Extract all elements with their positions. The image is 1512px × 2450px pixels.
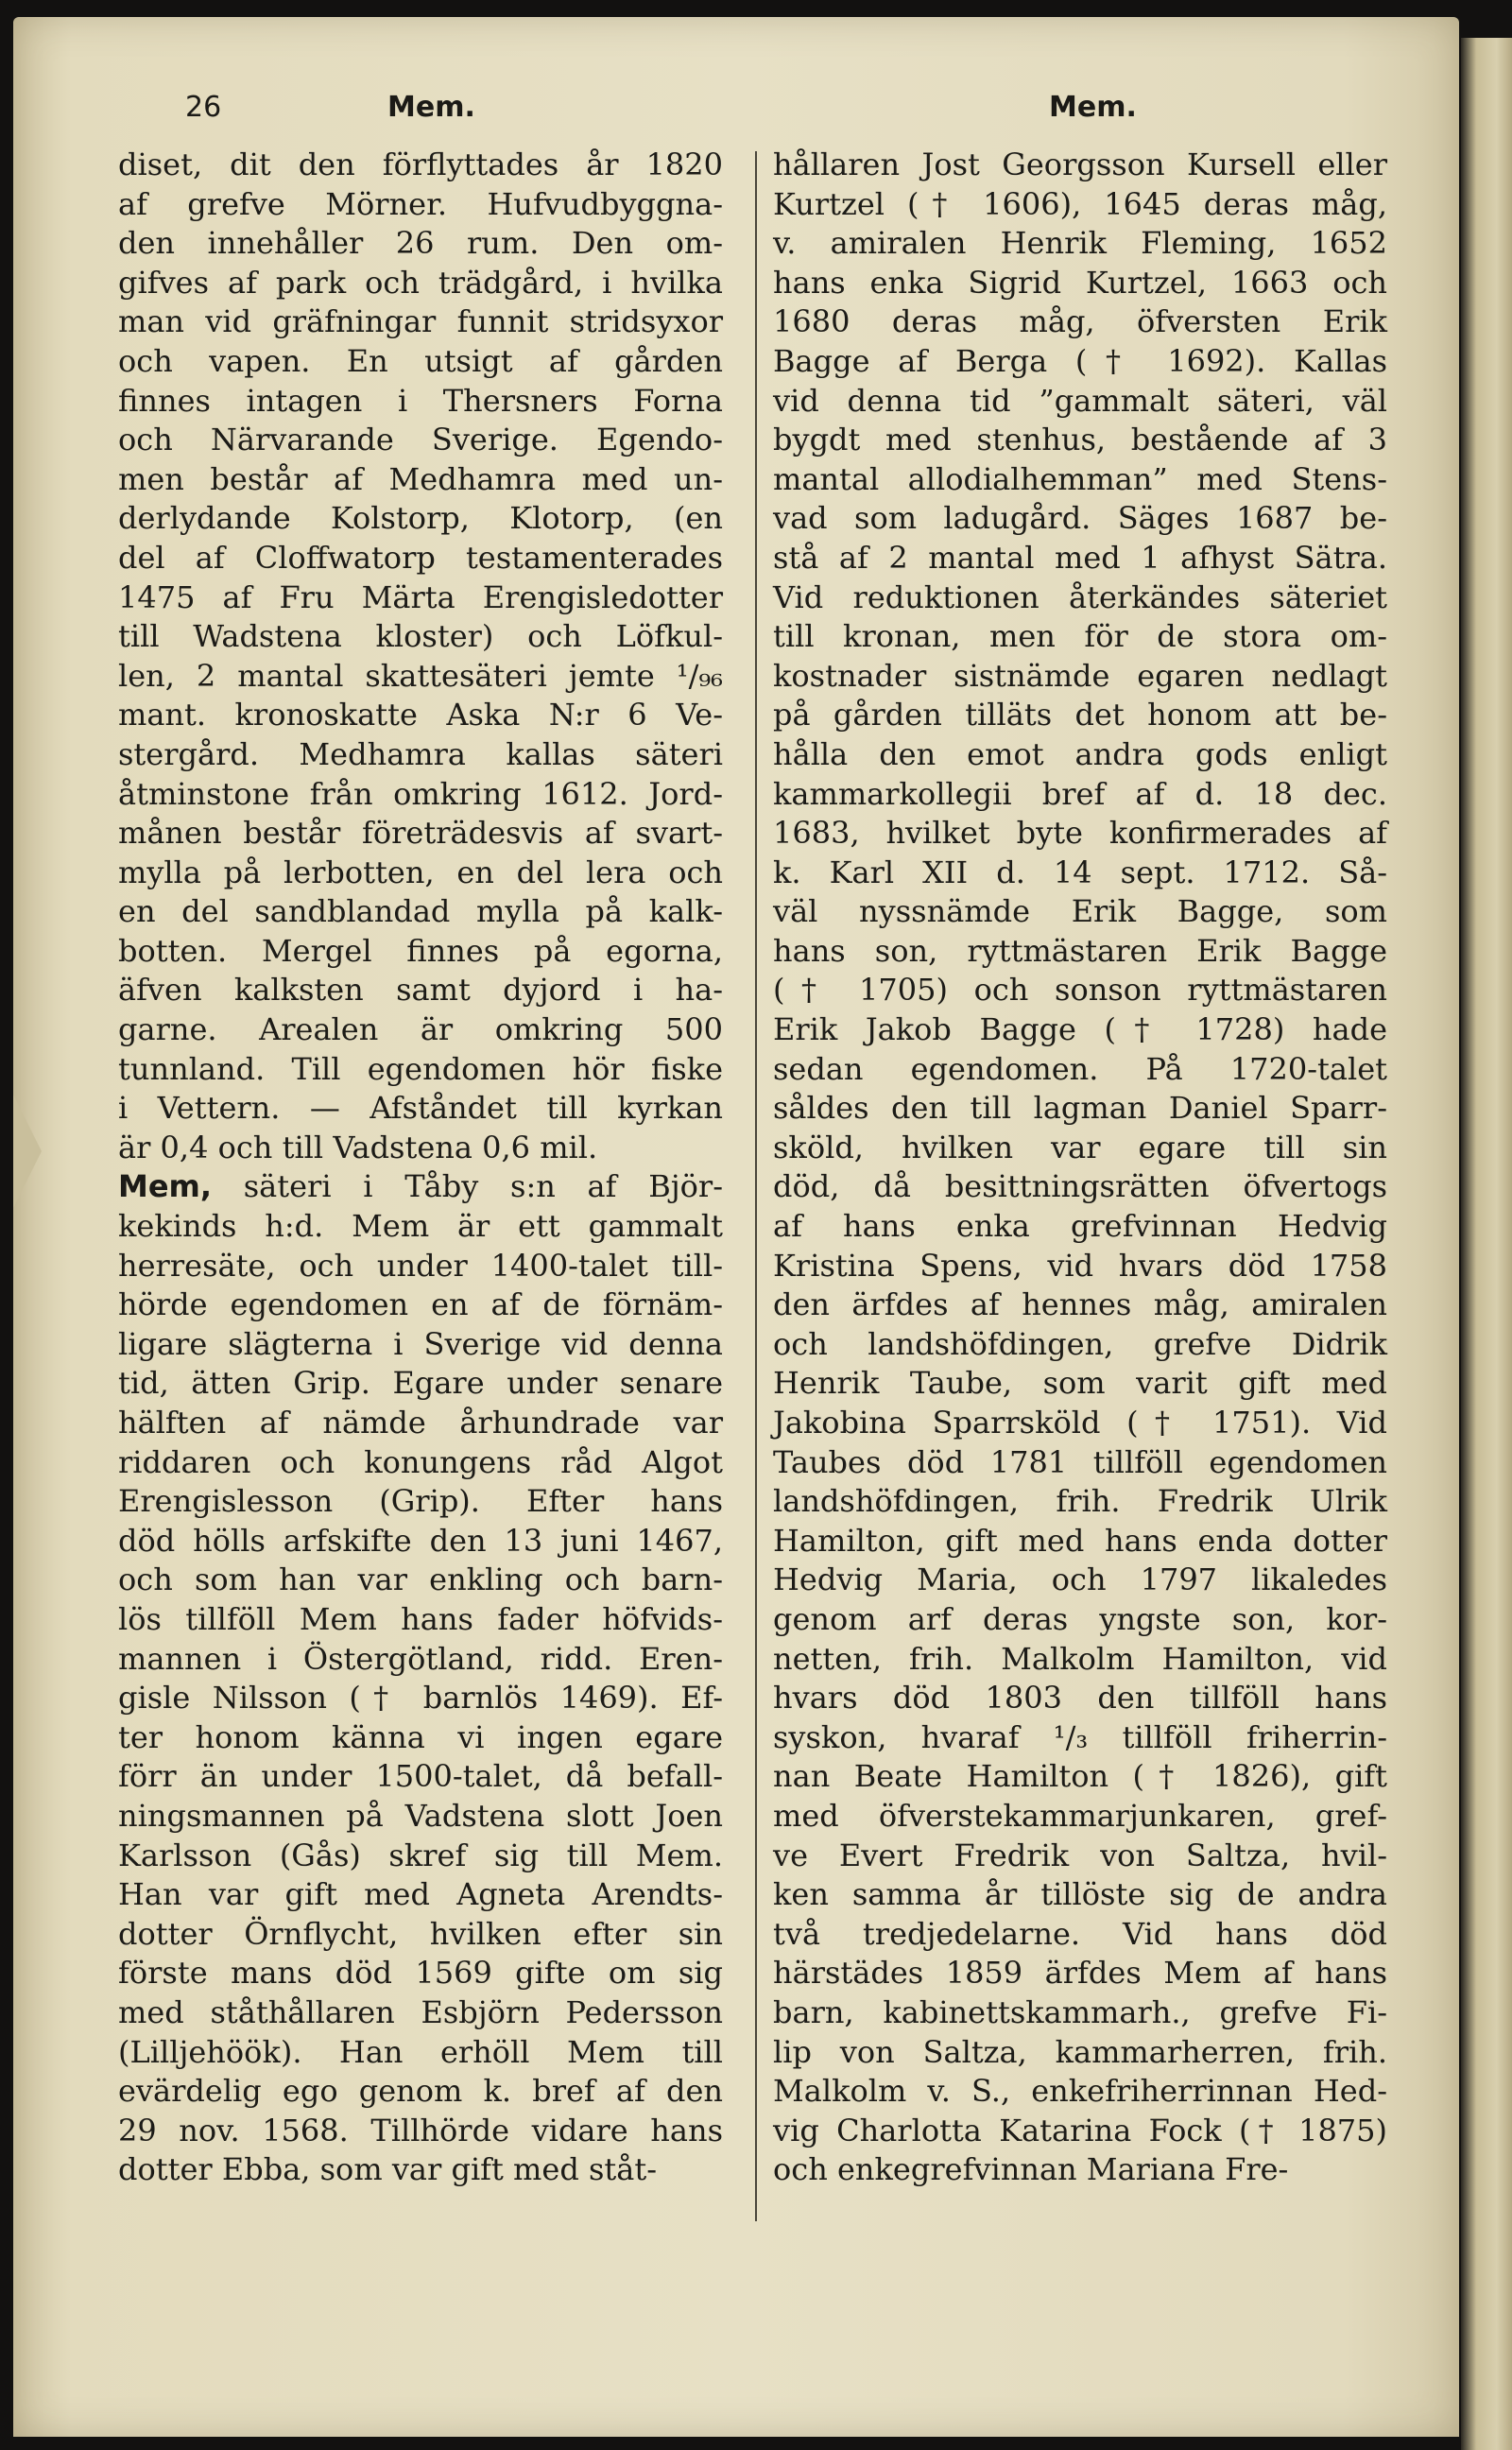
text-line: nan Beate Hamilton († 1826), gift (773, 1758, 1387, 1795)
text-line: död hölls arfskifte den 13 juni 1467, (118, 1522, 723, 1559)
text-line: garne. Arealen är omkring 500 (118, 1011, 723, 1048)
text-line: derlydande Kolstorp, Klotorp, (en (118, 500, 723, 537)
text-line: Jakobina Sparrsköld († 1751). Vid (773, 1405, 1387, 1441)
text-line: och enkegrefvinnan Mariana Fre- (773, 2151, 1289, 2188)
text-line: och som han var enkling och barn- (118, 1561, 723, 1598)
text-line: Malkolm v. S., enkefriherrinnan Hed- (773, 2073, 1387, 2110)
text-line: len, 2 mantal skattesäteri jemte ¹/₉₆ (118, 657, 723, 694)
text-line: den innehåller 26 rum. Den om- (118, 225, 723, 262)
text-line: två tredjedelarne. Vid hans död (773, 1915, 1387, 1952)
text-line: mantal allodialhemman” med Stens- (773, 460, 1387, 497)
text-line: barn, kabinettskammarh., grefve Fi- (773, 1993, 1387, 2030)
text-line: gifves af park och trädgård, i hvilka (118, 264, 723, 301)
text-line: 1475 af Fru Märta Erengisledotter (118, 578, 723, 615)
text-line: del af Cloffwatorp testamenterades (118, 539, 723, 576)
text-line: en del sandblandad mylla på kalk- (118, 893, 723, 930)
text-line: hälften af nämde århundrade var (118, 1405, 723, 1441)
text-line: Hamilton, gift med hans enda dotter (773, 1522, 1387, 1559)
text-line: netten, frih. Malkolm Hamilton, vid (773, 1640, 1387, 1677)
text-line: Vid reduktionen återkändes säteriet (773, 578, 1387, 615)
text-line: Karlsson (Gås) skref sig till Mem. (118, 1837, 723, 1873)
left-text-column (118, 146, 723, 2190)
text-line: ligare slägterna i Sverige vid denna (118, 1325, 723, 1362)
text-line: på gården tilläts det honom att be- (773, 697, 1387, 733)
page-number: 26 (185, 91, 222, 124)
text-line: med ståthållaren Esbjörn Pedersson (118, 1993, 723, 2030)
text-line: herresäte, och under 1400-talet till- (118, 1247, 723, 1284)
text-line: finnes intagen i Thersners Forna (118, 382, 723, 419)
text-line: mylla på lerbotten, en del lera och (118, 854, 723, 890)
text-line: ter honom känna vi ingen egare (118, 1718, 723, 1755)
text-line: Taubes död 1781 tillföll egendomen (773, 1443, 1387, 1480)
text-line: är 0,4 och till Vadstena 0,6 mil. (118, 1129, 598, 1165)
text-line: den ärfdes af hennes måg, amiralen (773, 1286, 1387, 1323)
text-line: månen består företrädesvis af svart- (118, 815, 723, 852)
text-line: af hans enka grefvinnan Hedvig (773, 1208, 1387, 1245)
text-line: tid, ätten Grip. Egare under senare (118, 1365, 723, 1402)
text-line: dotter Örnflycht, hvilken efter sin (118, 1915, 723, 1952)
text-line: Kristina Spens, vid hvars död 1758 (773, 1247, 1387, 1284)
text-line: tunnland. Till egendomen hör fiske (118, 1050, 723, 1087)
text-line: men består af Medhamra med un- (118, 460, 723, 497)
text-line: förste mans död 1569 gifte om sig (118, 1955, 723, 1992)
text-line: Mem, säteri i Tåby s:n af Björ- (118, 1168, 723, 1205)
next-page-edge (1461, 38, 1512, 2450)
text-line: Han var gift med Agneta Arendts- (118, 1876, 723, 1913)
text-line: lös tillföll Mem hans fader höfvids- (118, 1600, 723, 1637)
text-line: gisle Nilsson († barnlös 1469). Ef- (118, 1680, 723, 1717)
text-line: 1683, hvilket byte konfirmerades af (773, 815, 1387, 852)
text-line: äfven kalksten samt dyjord i ha- (118, 972, 723, 1009)
text-line: ve Evert Fredrik von Saltza, hvil- (773, 1837, 1387, 1873)
text-line: 1680 deras måg, öfversten Erik (773, 303, 1387, 340)
text-line: genom arf deras yngste son, kor- (773, 1600, 1387, 1637)
text-line: och Närvarande Sverige. Egendo- (118, 422, 723, 458)
text-line: sköld, hvilken var egare till sin (773, 1129, 1387, 1165)
text-line: man vid gräfningar funnit stridsyxor (118, 303, 723, 340)
text-line: landshöfdingen, frih. Fredrik Ulrik (773, 1483, 1387, 1520)
text-line: hörde egendomen en af de förnäm- (118, 1286, 723, 1323)
text-line: kekinds h:d. Mem är ett gammalt (118, 1208, 723, 1245)
text-line: till Wadstena kloster) och Löfkul- (118, 618, 723, 655)
text-line: dotter Ebba, som var gift med ståt- (118, 2151, 658, 2188)
text-line: v. amiralen Henrik Fleming, 1652 (773, 225, 1387, 262)
text-line: Kurtzel († 1606), 1645 deras måg, (773, 185, 1387, 222)
text-line: (Lilljehöök). Han erhöll Mem till (118, 2033, 723, 2070)
text-line: väl nyssnämde Erik Bagge, som (773, 893, 1387, 930)
text-line: hans enka Sigrid Kurtzel, 1663 och (773, 264, 1387, 301)
text-line: och vapen. En utsigt af gården (118, 342, 723, 379)
text-line: hans son, ryttmästaren Erik Bagge (773, 932, 1387, 969)
text-line: och landshöfdingen, grefve Didrik (773, 1325, 1387, 1362)
text-line: af grefve Mörner. Hufvudbyggna- (118, 185, 723, 222)
column-divider (755, 151, 757, 2221)
right-text-column (773, 146, 1387, 2190)
text-line: Erengislesson (Grip). Efter hans (118, 1483, 723, 1520)
text-line: diset, dit den förflyttades år 1820 (118, 147, 723, 182)
text-line: mant. kronoskatte Aska N:r 6 Ve- (118, 697, 723, 733)
text-line: förr än under 1500-talet, då befall- (118, 1758, 723, 1795)
text-line: stå af 2 mantal med 1 afhyst Sätra. (773, 539, 1387, 576)
text-line: ken samma år tillöste sig de andra (773, 1876, 1387, 1913)
text-line: kostnader sistnämde egaren nedlagt (773, 657, 1387, 694)
text-line: stergård. Medhamra kallas säteri (118, 735, 723, 772)
text-line: hålla den emot andra gods enligt (773, 735, 1387, 772)
text-line: vig Charlotta Katarina Fock († 1875) (773, 2112, 1387, 2148)
text-line: åtminstone från omkring 1612. Jord- (118, 775, 723, 812)
text-line: riddaren och konungens råd Algot (118, 1443, 723, 1480)
text-line: lip von Saltza, kammarherren, frih. (773, 2033, 1387, 2070)
entry-heading: Mem, (118, 1168, 213, 1205)
page-fold-mark (13, 1095, 42, 1208)
text-line: bygdt med stenhus, bestående af 3 (773, 422, 1387, 458)
text-line: härstädes 1859 ärfdes Mem af hans (773, 1955, 1387, 1992)
text-line: kammarkollegii bref af d. 18 dec. (773, 775, 1387, 812)
text-line: såldes den till lagman Daniel Sparr- (773, 1090, 1387, 1127)
text-line: Henrik Taube, som varit gift med (773, 1365, 1387, 1402)
text-line: evärdelig ego genom k. bref af den (118, 2073, 723, 2110)
text-line: hållaren Jost Georgsson Kursell eller (773, 147, 1387, 182)
text-line: med öfverstekammarjunkaren, gref- (773, 1797, 1387, 1834)
running-head-left: Mem. (387, 91, 475, 124)
text-line: till kronan, men för de stora om- (773, 618, 1387, 655)
text-line: död, då besittningsrätten öfvertogs (773, 1168, 1387, 1205)
text-line: vad som ladugård. Säges 1687 be- (773, 500, 1387, 537)
text-line: Hedvig Maria, och 1797 likaledes (773, 1561, 1387, 1598)
text-line: († 1705) och sonson ryttmästaren (773, 972, 1387, 1009)
text-line: ningsmannen på Vadstena slott Joen (118, 1797, 723, 1834)
text-line: k. Karl XII d. 14 sept. 1712. Så- (773, 854, 1387, 890)
text-line: syskon, hvaraf ¹/₃ tillföll friherrin- (773, 1718, 1387, 1755)
text-line: i Vettern. — Afståndet till kyrkan (118, 1090, 723, 1127)
text-line: botten. Mergel finnes på egorna, (118, 932, 723, 969)
text-line: vid denna tid ”gammalt säteri, väl (773, 382, 1387, 419)
text-line: Erik Jakob Bagge († 1728) hade (773, 1011, 1387, 1048)
text-line: hvars död 1803 den tillföll hans (773, 1680, 1387, 1717)
running-head-right: Mem. (1049, 91, 1137, 124)
text-line: sedan egendomen. På 1720-talet (773, 1050, 1387, 1087)
text-line: 29 nov. 1568. Tillhörde vidare hans (118, 2112, 723, 2148)
text-line: mannen i Östergötland, ridd. Eren- (118, 1640, 723, 1677)
text-line: Bagge af Berga († 1692). Kallas (773, 342, 1387, 379)
